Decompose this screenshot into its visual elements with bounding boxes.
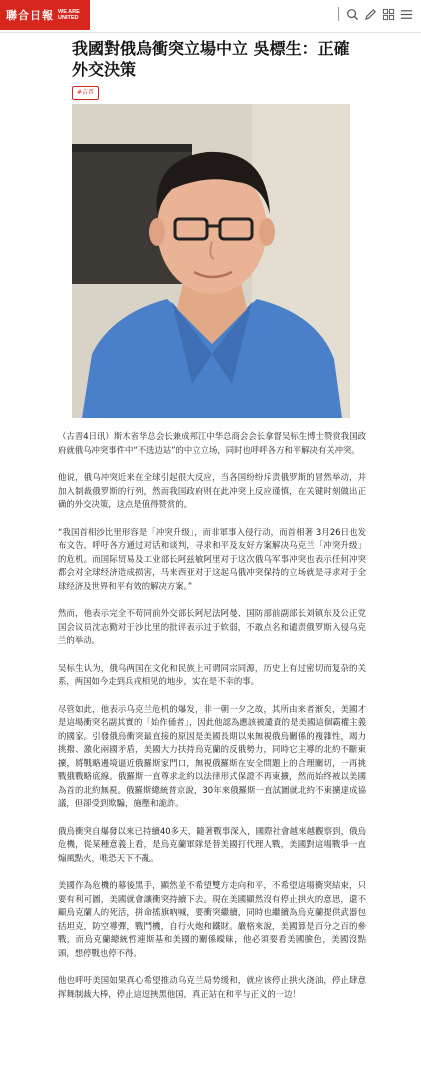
logo-subtitle — [58, 9, 80, 21]
paragraph: 尽管如此，他表示乌克兰危机的爆发，非一朝一夕之故，其所由来者渐矣，美國才是這場衝突名副其實的「始作俑者」，因此他認為應該被譴責的是美國這個霸權主義的國家。引發俄烏衝突最直接的原因是美國長期以來無視俄烏關係的複雜性，竭力挑撥、激化兩國矛盾，美國大力扶持烏克蘭的反俄勢力，同時它主導的北約不斷東擴，將戰略邊境逼近俄羅斯家門口，無視俄羅斯在安全問題上的合理關切，一再挑戰俄戰略底線。俄羅斯一直尊求北約以法律形式保證不再東擴，然而始终被以美國為首的北約無視。俄羅斯總統普京說，30年來俄羅斯一直試圖就北約不東擴達成協議，但卻受到欺騙，施壓和詭詐。 — [58, 703, 366, 808]
paragraph: （古晋4日讯）斯木省华总会长兼成邦江中华总商会会长拿督吴标生博士赞赏我国政府就俄乌冲突事件中“不选边站”的中立立场，同时也呼呼各方和平解决有关冲突。 — [58, 431, 366, 455]
paragraph: 然而，他表示完全不苟同前外交部长阿尼法阿曼、国防部前副部长刘镇东及公正党国会议员沈志勤对于沙比里的批评表示过于软弱，不敢点名和谴责俄罗斯入侵乌克兰的举动。 — [58, 608, 366, 645]
top-bar — [0, 0, 421, 33]
category-tag[interactable]: #吉晋 — [72, 86, 99, 100]
paragraph: 俄烏衝突自爆發以來已持續40多天，隨著戰事深入，國際社會越來越觀察到，俄烏危機，從某種意義上看，是烏克蘭軍隊是替美國打代理人戰，美國對這場戰爭一直煽風點火，唯恐天下不亂。 — [58, 825, 366, 863]
paragraph: 美國作為危機的幕後黑手，顯然並不希望雙方走向和平，不希望這場衝突結束，只要有利可圖，美國就會讓衝突持續下去。現在美國顯然沒有停止拱火的意思，還不顧烏克蘭人的死活，拼命搖旗吶喊，要衝突繼續，同時也繼續為烏克蘭提供武器包括坦克，防空導彈，戰鬥機，自行火炮和鐵財。嚴格來說，美國算是百分之百的參戰，而烏克蘭總統哲連斯基和美國的關係曖昧，他必須要看美國臉色，美國沒點頭，想停戰也停不得。 — [58, 880, 366, 958]
article-body — [58, 430, 366, 1015]
logo-sub-2: UNITED — [58, 15, 79, 21]
article-title: 我國對俄烏衝突立場中立 吳標生：正確外交決策 — [72, 39, 350, 79]
edit-icon[interactable] — [363, 6, 377, 22]
grid-icon[interactable] — [381, 6, 395, 22]
portrait-illustration — [72, 104, 350, 418]
search-icon[interactable] — [345, 6, 359, 22]
logo-text: 聯合日報 — [6, 9, 54, 22]
paragraph: “我国首相沙比里形容是「冲突升级」，而非軍事入侵行动，而首相著 3月26日也发布文告，呼吁各方通过对话和谈判，寻求和平及友好方案解决乌克兰「冲突升级」的危机。而国际贸易及工业部长阿兹敏阿里对于这次俄乌军事冲突也表示任何冲突都会对全球经济造成损害，马来西亚对于这起乌俄冲突保持的立场就是寻求对于全球经济及世界和平有效的解决方案。” — [58, 526, 366, 591]
header-actions — [338, 6, 413, 22]
divider — [338, 7, 339, 21]
paragraph: 他说，俄乌冲突近来在全球引起很大反应，当各国纷纷斥责俄罗斯的冒然举动，并加入制裁俄罗斯的行列，然而我国政府则在此冲突上反应谨慎，在关键时刻做出正确的外交决策，这点是值得赞赏的。 — [58, 472, 366, 509]
paragraph: 他也呼吁美国如果真心希望推动乌克兰局势缓和，就应该停止拱火浇油，停止肆意挥舞制裁大棒，停止這逗挾黑他国，真正站在和平与正义的一边！ — [58, 975, 366, 999]
paragraph: 吴标生认为，俄乌两国在文化和民族上可谓同宗同源，历史上有过密切而复杂的关系，两国如今走到兵戎相见的地步，实在是不幸的事。 — [58, 662, 366, 686]
logo-sub-1: WE ARE — [58, 9, 80, 15]
menu-icon[interactable] — [399, 6, 413, 22]
site-logo[interactable] — [0, 0, 90, 30]
portrait-photo — [72, 104, 350, 418]
